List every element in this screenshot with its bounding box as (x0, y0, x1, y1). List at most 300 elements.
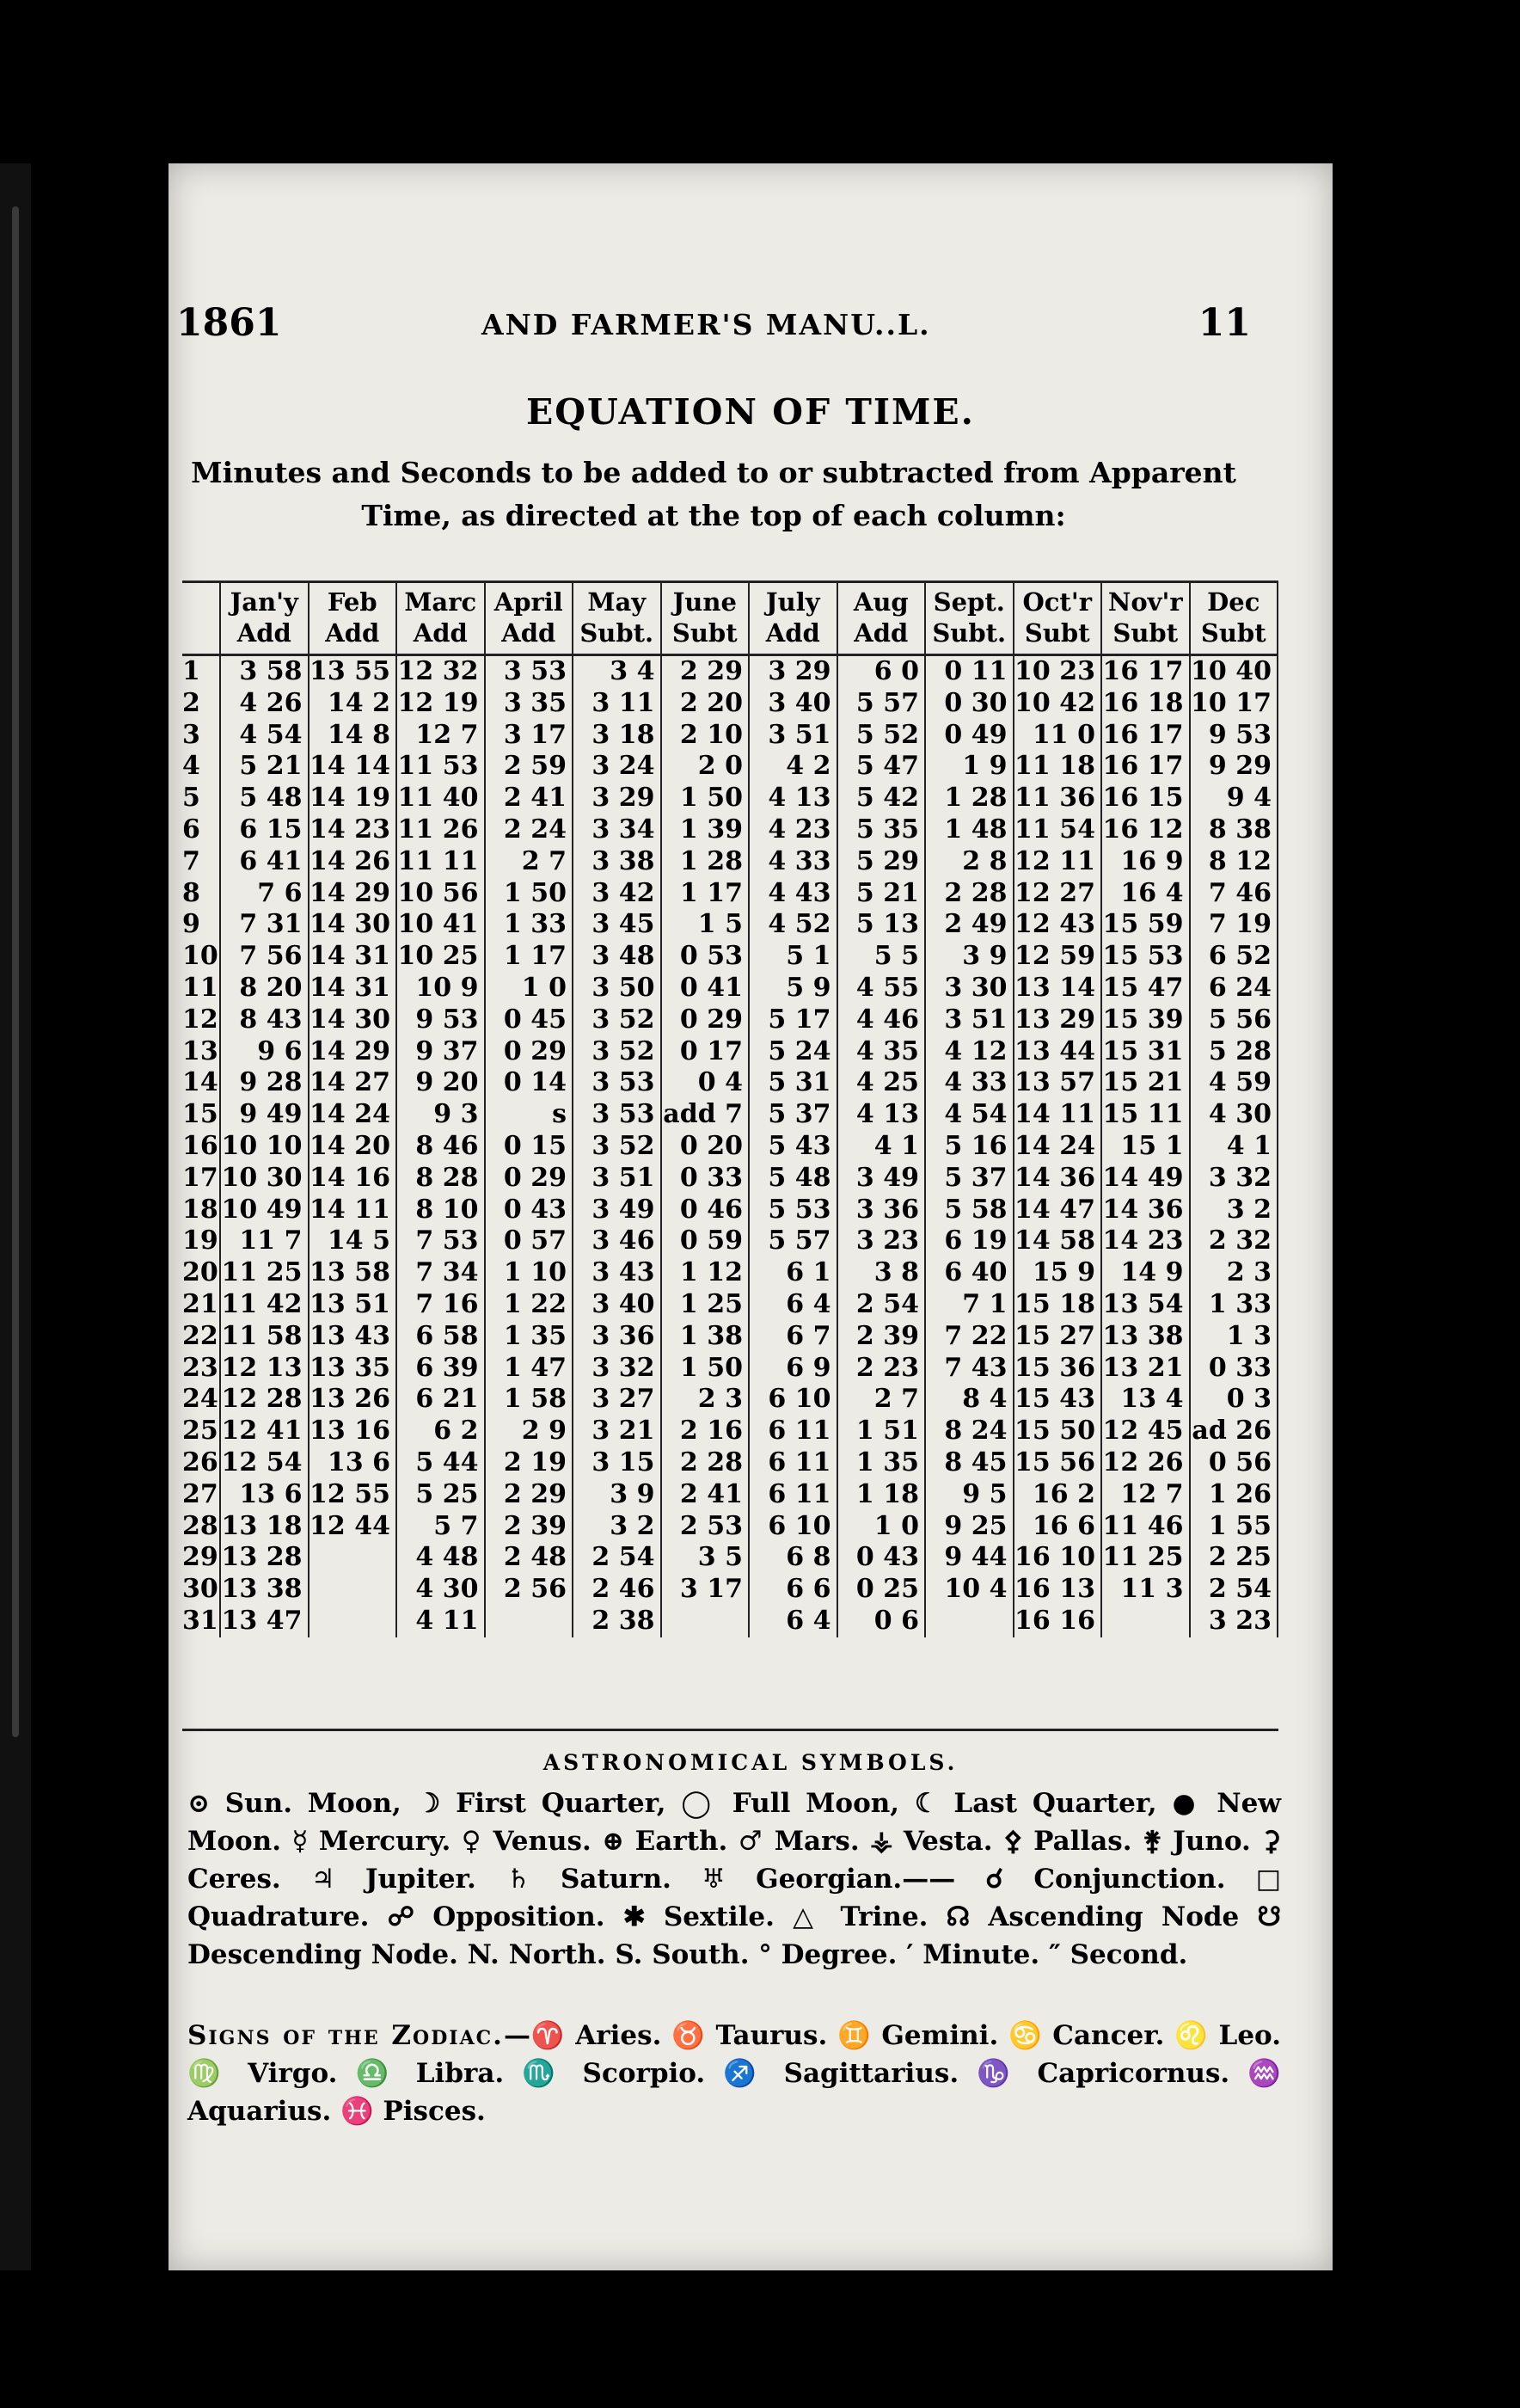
table-cell: 14 27 (309, 1067, 397, 1099)
table-cell: 11 0 (1014, 720, 1102, 752)
table-cell: 5 53 (749, 1195, 837, 1226)
table-cell: 14 11 (309, 1195, 397, 1226)
table-cell: 5 44 (396, 1447, 485, 1479)
table-row (182, 1004, 1278, 1036)
table-cell: 14 2 (309, 688, 397, 720)
table-cell: 5 21 (220, 751, 309, 783)
column-header-3 (485, 583, 573, 655)
day-number: 20 (182, 1257, 220, 1289)
table-cell: 1 0 (837, 1511, 926, 1543)
table-cell: 5 56 (1190, 1004, 1278, 1036)
table-cell: 2 20 (661, 688, 750, 720)
column-header-5 (661, 583, 750, 655)
table-cell: 16 6 (1014, 1511, 1102, 1543)
table-cell (661, 1606, 750, 1637)
table-cell: 4 11 (396, 1606, 485, 1637)
table-cell: 10 17 (1190, 688, 1278, 720)
column-header-7 (837, 583, 926, 655)
table-cell: 8 45 (925, 1447, 1014, 1479)
table-cell: 6 52 (1190, 941, 1278, 973)
day-number: 1 (182, 655, 220, 688)
table-cell: 5 31 (749, 1067, 837, 1099)
table-cell: 5 58 (925, 1195, 1014, 1226)
table-cell: 13 18 (220, 1511, 309, 1543)
table-cell: 4 13 (837, 1099, 926, 1131)
table-cell: 14 31 (309, 941, 397, 973)
table-cell: 16 17 (1101, 720, 1190, 752)
table-cell: 3 30 (925, 973, 1014, 1004)
day-number: 15 (182, 1099, 220, 1131)
table-row (182, 941, 1278, 973)
table-cell: 14 36 (1101, 1195, 1190, 1226)
table-cell: 9 6 (220, 1036, 309, 1068)
table-cell: 3 34 (573, 814, 661, 846)
table-cell: 12 59 (1014, 941, 1102, 973)
table-cell: 14 47 (1014, 1195, 1102, 1226)
column-action: Add (236, 618, 291, 648)
table-cell: 1 51 (837, 1416, 926, 1447)
table-cell: 11 26 (396, 814, 485, 846)
page-title: EQUATION OF TIME. (526, 391, 975, 433)
table-cell: 1 38 (661, 1321, 750, 1353)
table-cell: 5 28 (1190, 1036, 1278, 1068)
table-cell: 11 46 (1101, 1511, 1190, 1543)
day-number: 11 (182, 973, 220, 1004)
table-cell: 14 58 (1014, 1226, 1102, 1257)
column-month: July (765, 587, 820, 617)
table-cell: 2 28 (925, 878, 1014, 910)
table-cell: 13 51 (309, 1289, 397, 1321)
table-cell: 16 2 (1014, 1479, 1102, 1511)
column-header-9 (1014, 583, 1102, 655)
table-cell: 13 58 (309, 1257, 397, 1289)
table-row (182, 1099, 1278, 1131)
table-cell: 10 23 (1014, 655, 1102, 688)
day-number: 24 (182, 1384, 220, 1416)
table-cell: 15 43 (1014, 1384, 1102, 1416)
table-cell: 3 35 (485, 688, 573, 720)
table-cell: 2 24 (485, 814, 573, 846)
column-month: Feb (327, 587, 377, 617)
table-cell: 12 7 (396, 720, 485, 752)
table-cell: 3 49 (573, 1195, 661, 1226)
column-header-10 (1101, 583, 1190, 655)
table-cell: 0 43 (485, 1195, 573, 1226)
table-row (182, 751, 1278, 783)
table-cell: 0 49 (925, 720, 1014, 752)
table-cell: 6 58 (396, 1321, 485, 1353)
table-cell: 0 20 (661, 1131, 750, 1163)
table-cell: 15 39 (1101, 1004, 1190, 1036)
day-number: 16 (182, 1131, 220, 1163)
column-action: Subt. (579, 618, 654, 648)
table-cell: 9 53 (396, 1004, 485, 1036)
table-cell: 5 48 (749, 1163, 837, 1195)
table-cell: 10 4 (925, 1574, 1014, 1606)
table-row (182, 1353, 1278, 1385)
zodiac-text: —♈ Aries. ♉ Taurus. ♊ Gemini. ♋ Cancer. ♌ Leo. ♍ Virgo. ♎ Libra. ♏ Scorpio. ♐ Sagittarius. ♑ Capricornus. ♒ Aquarius. ♓ Pisces. (187, 2020, 1281, 2127)
zodiac-heading: Signs of the Zodiac. (187, 2020, 504, 2051)
table-cell: 4 46 (837, 1004, 926, 1036)
table-cell: 13 6 (220, 1479, 309, 1511)
table-cell: 5 42 (837, 783, 926, 814)
table-cell: 16 4 (1101, 878, 1190, 910)
year: 1861 (176, 301, 282, 345)
table-cell: 4 59 (1190, 1067, 1278, 1099)
day-number: 6 (182, 814, 220, 846)
table-cell: 4 1 (1190, 1131, 1278, 1163)
table-cell: 8 4 (925, 1384, 1014, 1416)
table-cell: 12 45 (1101, 1416, 1190, 1447)
table-cell: 15 18 (1014, 1289, 1102, 1321)
column-header-2 (396, 583, 485, 655)
table-cell: 1 28 (925, 783, 1014, 814)
table-cell: 6 24 (1190, 973, 1278, 1004)
table-cell: 4 30 (396, 1574, 485, 1606)
table-cell: 12 43 (1014, 909, 1102, 941)
table-cell: 2 0 (661, 751, 750, 783)
table-cell: 7 6 (220, 878, 309, 910)
table-cell: 12 44 (309, 1511, 397, 1543)
table-cell: 14 36 (1014, 1163, 1102, 1195)
table-cell: 3 42 (573, 878, 661, 910)
table-cell: 14 23 (1101, 1226, 1190, 1257)
table-cell (1101, 1606, 1190, 1637)
table-row (182, 878, 1278, 910)
table-cell: 14 20 (309, 1131, 397, 1163)
table-cell: 12 32 (396, 655, 485, 688)
astronomical-symbols-text: ⊙ Sun. Moon, ☽ First Quarter, ◯ Full Moon, ☾ Last Quarter, ● New Moon. ☿ Mercury. ♀ Venus. ⊕ Earth. ♂ Mars. ⚶ Vesta. ⚴ Pallas. ⚵ Juno. ⚳ Ceres. ♃ Jupiter. ♄ Saturn. ♅ Georgian.—— ☌ Conjunction. □ Quadrature. ☍ Opposition. ✱ Sextile. △ Trine. ☊ Ascending Node ☋ Descending Node. N. North. S. South. ° Degree. ′ Minute. ″ Second. (187, 1788, 1281, 1970)
table-cell: 14 24 (309, 1099, 397, 1131)
table-cell: 14 5 (309, 1226, 397, 1257)
table-cell: 1 3 (1190, 1321, 1278, 1353)
table-cell: 3 32 (573, 1353, 661, 1385)
table-cell: 10 41 (396, 909, 485, 941)
table-cell: 8 12 (1190, 846, 1278, 878)
table-cell: 1 50 (485, 878, 573, 910)
table-cell: 8 38 (1190, 814, 1278, 846)
table-cell: 16 13 (1014, 1574, 1102, 1606)
table-cell: 2 3 (1190, 1257, 1278, 1289)
table-cell: 0 30 (925, 688, 1014, 720)
table-cell (309, 1542, 397, 1574)
table-cell: 6 10 (749, 1384, 837, 1416)
binding-thread (12, 206, 19, 1737)
table-cell: 16 18 (1101, 688, 1190, 720)
table-cell: 2 39 (485, 1511, 573, 1543)
table-cell: 4 54 (220, 720, 309, 752)
table-row (182, 846, 1278, 878)
table-cell: 0 15 (485, 1131, 573, 1163)
column-header-11 (1190, 583, 1278, 655)
table-cell: 5 37 (749, 1099, 837, 1131)
table-cell: 3 9 (925, 941, 1014, 973)
table-cell: 14 11 (1014, 1099, 1102, 1131)
table-cell: 9 5 (925, 1479, 1014, 1511)
table-row (182, 1257, 1278, 1289)
table-cell: 10 25 (396, 941, 485, 973)
table-cell: 14 29 (309, 1036, 397, 1068)
column-action: Subt. (932, 618, 1007, 648)
table-cell: 2 39 (837, 1321, 926, 1353)
table-cell: 16 10 (1014, 1542, 1102, 1574)
table-cell: 16 16 (1014, 1606, 1102, 1637)
table-cell: 2 7 (485, 846, 573, 878)
table-cell: 14 8 (309, 720, 397, 752)
table-cell: 3 40 (749, 688, 837, 720)
table-cell: 13 14 (1014, 973, 1102, 1004)
table-cell: 2 54 (837, 1289, 926, 1321)
table-cell: 3 52 (573, 1004, 661, 1036)
table-cell: 2 8 (925, 846, 1014, 878)
astronomical-symbols-heading: ASTRONOMICAL SYMBOLS. (542, 1750, 959, 1775)
table-cell: 6 40 (925, 1257, 1014, 1289)
day-number: 13 (182, 1036, 220, 1068)
table-cell: 13 29 (1014, 1004, 1102, 1036)
table-cell: 2 54 (1190, 1574, 1278, 1606)
table-cell: 11 40 (396, 783, 485, 814)
table-cell: 3 52 (573, 1036, 661, 1068)
table-cell: 11 7 (220, 1226, 309, 1257)
day-number: 22 (182, 1321, 220, 1353)
table-cell: 1 39 (661, 814, 750, 846)
table-cell: 15 59 (1101, 909, 1190, 941)
table-cell: 6 7 (749, 1321, 837, 1353)
table-cell: 6 11 (749, 1479, 837, 1511)
table-cell: 1 50 (661, 783, 750, 814)
table-cell: 3 52 (573, 1131, 661, 1163)
table-cell: 0 45 (485, 1004, 573, 1036)
table-cell: 7 1 (925, 1289, 1014, 1321)
table-cell (309, 1574, 397, 1606)
table-cell: 6 39 (396, 1353, 485, 1385)
table-cell: 5 13 (837, 909, 926, 941)
running-title: AND FARMER'S MANU..L. (481, 308, 931, 341)
table-cell: 15 36 (1014, 1353, 1102, 1385)
table-cell: 15 21 (1101, 1067, 1190, 1099)
table-row (182, 783, 1278, 814)
column-month: Oct'r (1022, 587, 1092, 617)
table-cell: 7 19 (1190, 909, 1278, 941)
table-row (182, 1226, 1278, 1257)
table-cell: 2 41 (485, 783, 573, 814)
table-cell: 3 17 (485, 720, 573, 752)
table-cell: 2 32 (1190, 1226, 1278, 1257)
table-row (182, 1321, 1278, 1353)
column-action: Subt (1112, 618, 1179, 648)
table-cell: 11 18 (1014, 751, 1102, 783)
table-cell: 3 40 (573, 1289, 661, 1321)
table-cell: 3 9 (573, 1479, 661, 1511)
table-cell: 3 8 (837, 1257, 926, 1289)
day-number: 8 (182, 878, 220, 910)
table-cell: 14 30 (309, 1004, 397, 1036)
column-action: Add (325, 618, 380, 648)
table-cell: 12 19 (396, 688, 485, 720)
table-cell: 4 48 (396, 1542, 485, 1574)
table-cell: 1 0 (485, 973, 573, 1004)
table-cell: 5 29 (837, 846, 926, 878)
table-cell: 2 7 (837, 1384, 926, 1416)
table-cell: 3 53 (573, 1099, 661, 1131)
table-cell: 13 4 (1101, 1384, 1190, 1416)
day-number: 31 (182, 1606, 220, 1637)
table-cell: 3 45 (573, 909, 661, 941)
table-cell: 10 49 (220, 1195, 309, 1226)
table-cell: 1 55 (1190, 1511, 1278, 1543)
column-action: Add (765, 618, 820, 648)
table-cell: 2 53 (661, 1511, 750, 1543)
table-cell: 14 26 (309, 846, 397, 878)
table-cell: 3 51 (925, 1004, 1014, 1036)
table-cell: 4 52 (749, 909, 837, 941)
table-cell: 1 28 (661, 846, 750, 878)
table-cell: 1 18 (837, 1479, 926, 1511)
table-cell: 5 25 (396, 1479, 485, 1511)
table-cell: 16 15 (1101, 783, 1190, 814)
table-cell: 1 5 (661, 909, 750, 941)
zodiac-signs-paragraph (187, 2017, 1281, 2130)
table-cell: 7 31 (220, 909, 309, 941)
table-cell: 3 50 (573, 973, 661, 1004)
table-cell: 9 28 (220, 1067, 309, 1099)
table-cell: 0 57 (485, 1226, 573, 1257)
table-cell: 3 36 (837, 1195, 926, 1226)
table-cell: 2 59 (485, 751, 573, 783)
table-cell: 7 22 (925, 1321, 1014, 1353)
table-cell: 3 48 (573, 941, 661, 973)
table-row (182, 1511, 1278, 1543)
column-month: April (493, 587, 563, 617)
table-cell: 6 4 (749, 1289, 837, 1321)
day-number: 25 (182, 1416, 220, 1447)
table-cell: 13 44 (1014, 1036, 1102, 1068)
table-row (182, 688, 1278, 720)
table-cell: 9 53 (1190, 720, 1278, 752)
table-cell: 1 10 (485, 1257, 573, 1289)
table-cell: 9 25 (925, 1511, 1014, 1543)
day-number: 21 (182, 1289, 220, 1321)
table-cell: 3 24 (573, 751, 661, 783)
table-cell: 9 29 (1190, 751, 1278, 783)
table-cell: 7 46 (1190, 878, 1278, 910)
day-number: 17 (182, 1163, 220, 1195)
table-cell: 6 10 (749, 1511, 837, 1543)
table-cell: 0 3 (1190, 1384, 1278, 1416)
table-cell: 3 43 (573, 1257, 661, 1289)
table-cell: 13 43 (309, 1321, 397, 1353)
table-cell: 2 41 (661, 1479, 750, 1511)
table-cell: 3 29 (749, 655, 837, 688)
table-cell: 4 12 (925, 1036, 1014, 1068)
day-number: 14 (182, 1067, 220, 1099)
table-cell: 14 31 (309, 973, 397, 1004)
table-row (182, 1384, 1278, 1416)
table-cell: 1 12 (661, 1257, 750, 1289)
table-cell: 5 16 (925, 1131, 1014, 1163)
table-cell: 16 17 (1101, 751, 1190, 783)
table-cell: 3 15 (573, 1447, 661, 1479)
table-cell: 13 35 (309, 1353, 397, 1385)
table-cell: 15 11 (1101, 1099, 1190, 1131)
table-cell: 1 35 (485, 1321, 573, 1353)
column-action: Subt (1200, 618, 1266, 648)
table-cell: 6 11 (749, 1447, 837, 1479)
table-cell: 11 54 (1014, 814, 1102, 846)
table-cell: 13 28 (220, 1542, 309, 1574)
table-cell: 5 57 (749, 1226, 837, 1257)
day-number: 27 (182, 1479, 220, 1511)
table-cell: 6 4 (749, 1606, 837, 1637)
table-cell: 11 58 (220, 1321, 309, 1353)
table-cell: 4 13 (749, 783, 837, 814)
table-cell: 2 9 (485, 1416, 573, 1447)
table-cell: 16 9 (1101, 846, 1190, 878)
table-cell: 2 28 (661, 1447, 750, 1479)
table-cell: 0 17 (661, 1036, 750, 1068)
table-cell: 12 41 (220, 1416, 309, 1447)
table-cell: 9 3 (396, 1099, 485, 1131)
table-cell: 6 1 (749, 1257, 837, 1289)
table-row (182, 1574, 1278, 1606)
table-cell: 1 50 (661, 1353, 750, 1385)
table-cell: 3 11 (573, 688, 661, 720)
day-number: 28 (182, 1511, 220, 1543)
day-number: 9 (182, 909, 220, 941)
table-row (182, 1542, 1278, 1574)
table-cell: 13 55 (309, 655, 397, 688)
table-cell: 14 29 (309, 878, 397, 910)
table-cell: 1 22 (485, 1289, 573, 1321)
table-cell: 3 5 (661, 1542, 750, 1574)
table-cell: 14 24 (1014, 1131, 1102, 1163)
table-cell: 3 4 (573, 655, 661, 688)
table-cell: 8 10 (396, 1195, 485, 1226)
column-header-4 (573, 583, 661, 655)
table-cell: 8 28 (396, 1163, 485, 1195)
table-cell: 13 38 (1101, 1321, 1190, 1353)
table-cell: 4 33 (925, 1067, 1014, 1099)
table-cell: 3 17 (661, 1574, 750, 1606)
table-cell: 9 20 (396, 1067, 485, 1099)
table-cell: 2 38 (573, 1606, 661, 1637)
table-cell: 8 20 (220, 973, 309, 1004)
table-cell: 14 9 (1101, 1257, 1190, 1289)
table-cell: 3 49 (837, 1163, 926, 1195)
table-cell: 0 29 (485, 1036, 573, 1068)
table-row (182, 1289, 1278, 1321)
table-cell: 3 36 (573, 1321, 661, 1353)
day-number: 2 (182, 688, 220, 720)
table-cell: 3 38 (573, 846, 661, 878)
table-cell: 9 4 (1190, 783, 1278, 814)
table-cell: 13 16 (309, 1416, 397, 1447)
table-cell: 3 29 (573, 783, 661, 814)
day-number: 12 (182, 1004, 220, 1036)
table-cell: 0 25 (837, 1574, 926, 1606)
table-body (182, 655, 1278, 1637)
table-row (182, 720, 1278, 752)
table-row (182, 814, 1278, 846)
table-cell: 15 27 (1014, 1321, 1102, 1353)
table-cell: 1 33 (1190, 1289, 1278, 1321)
table-cell: 10 56 (396, 878, 485, 910)
table-cell: 5 35 (837, 814, 926, 846)
table-cell: 5 7 (396, 1511, 485, 1543)
table-cell: 4 1 (837, 1131, 926, 1163)
table-cell: 1 47 (485, 1353, 573, 1385)
table-cell: 2 29 (661, 655, 750, 688)
